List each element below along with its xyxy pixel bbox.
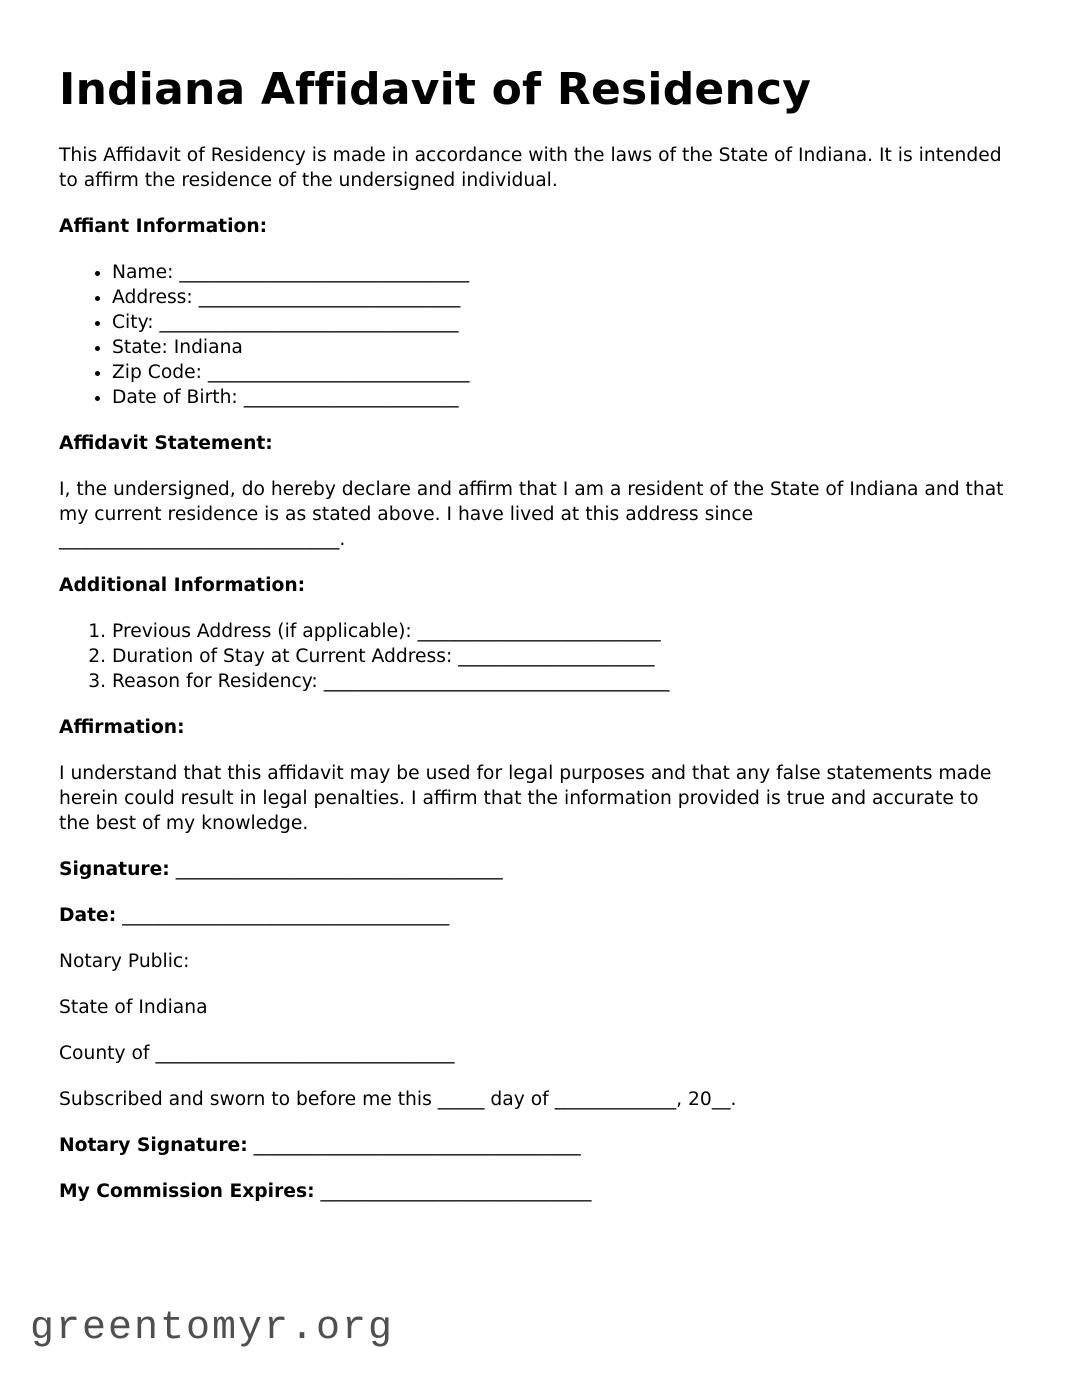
affidavit-statement-heading: Affidavit Statement: xyxy=(59,432,273,454)
date-line xyxy=(59,903,1013,928)
county-line xyxy=(59,1041,1013,1066)
signature-label: Signature: xyxy=(59,858,170,880)
affiant-info-list xyxy=(59,260,1013,410)
sworn-statement-line: Subscribed and sworn to before me this _____ day of _____________, 20__. xyxy=(59,1088,737,1110)
additional-info-list xyxy=(59,619,1013,694)
intro-paragraph: This Affidavit of Residency is made in accordance with the laws of the State of Indiana. It is intended to affirm the residence of the undersigned individual. xyxy=(59,144,1002,191)
additional-item-previous-address xyxy=(112,619,1013,644)
commission-expires-blank[interactable]: _____________________________ xyxy=(320,1180,592,1202)
additional-information-heading: Additional Information: xyxy=(59,574,306,596)
duration-of-stay-blank[interactable]: _____________________ xyxy=(458,645,655,667)
date-of-birth-label: Date of Birth: xyxy=(112,386,238,408)
name-label: Name: xyxy=(112,261,174,283)
affiant-information-heading: Affiant Information: xyxy=(59,215,268,237)
affidavit-statement-text: I, the undersigned, do hereby declare and affirm that I am a resident of the State of Indiana and that my current residence is as stated above. I have lived at this address since ______________________________. xyxy=(59,478,1004,550)
signature-line xyxy=(59,857,1013,882)
reason-for-residency-label: Reason for Residency: xyxy=(112,670,318,692)
state-label: State: xyxy=(112,336,168,358)
page-title: Indiana Affidavit of Residency xyxy=(59,64,812,115)
notary-signature-blank[interactable]: ___________________________________ xyxy=(253,1134,581,1156)
state-of-indiana-line: State of Indiana xyxy=(59,996,208,1018)
affirmation-text: I understand that this affidavit may be used for legal purposes and that any false statements made herein could result in legal penalties. I affirm that the information provided is true and accurate to the best of my knowledge. xyxy=(59,762,992,834)
website-watermark: greentomyr.org xyxy=(30,1306,395,1351)
affiant-item-date-of-birth xyxy=(112,385,1013,410)
affiant-item-city xyxy=(112,310,1013,335)
commission-expires-line xyxy=(59,1179,1013,1204)
notary-signature-line xyxy=(59,1133,1013,1158)
notary-public-line: Notary Public: xyxy=(59,950,190,972)
affiant-item-state xyxy=(112,335,1013,360)
duration-of-stay-label: Duration of Stay at Current Address: xyxy=(112,645,453,667)
address-label: Address: xyxy=(112,286,193,308)
county-label: County of xyxy=(59,1042,150,1064)
date-of-birth-blank[interactable]: _______________________ xyxy=(243,386,459,408)
additional-item-duration-of-stay xyxy=(112,644,1013,669)
date-label: Date: xyxy=(59,904,117,926)
previous-address-blank[interactable]: __________________________ xyxy=(417,620,661,642)
notary-signature-label: Notary Signature: xyxy=(59,1134,248,1156)
additional-item-reason-for-residency xyxy=(112,669,1013,694)
city-label: City: xyxy=(112,311,154,333)
affirmation-heading: Affirmation: xyxy=(59,716,185,738)
previous-address-label: Previous Address (if applicable): xyxy=(112,620,412,642)
affiant-item-address xyxy=(112,285,1013,310)
commission-expires-label: My Commission Expires: xyxy=(59,1180,315,1202)
name-blank[interactable]: _______________________________ xyxy=(179,261,470,283)
reason-for-residency-blank[interactable]: _____________________________________ xyxy=(323,670,670,692)
address-blank[interactable]: ____________________________ xyxy=(198,286,461,308)
date-blank[interactable]: ___________________________________ xyxy=(122,904,450,926)
state-value: Indiana xyxy=(173,336,243,358)
affiant-item-zip-code xyxy=(112,360,1013,385)
county-blank[interactable]: ________________________________ xyxy=(155,1042,455,1064)
signature-blank[interactable]: ___________________________________ xyxy=(175,858,503,880)
zip-code-blank[interactable]: ____________________________ xyxy=(207,361,470,383)
zip-code-label: Zip Code: xyxy=(112,361,202,383)
affiant-item-name xyxy=(112,260,1013,285)
city-blank[interactable]: ________________________________ xyxy=(159,311,459,333)
